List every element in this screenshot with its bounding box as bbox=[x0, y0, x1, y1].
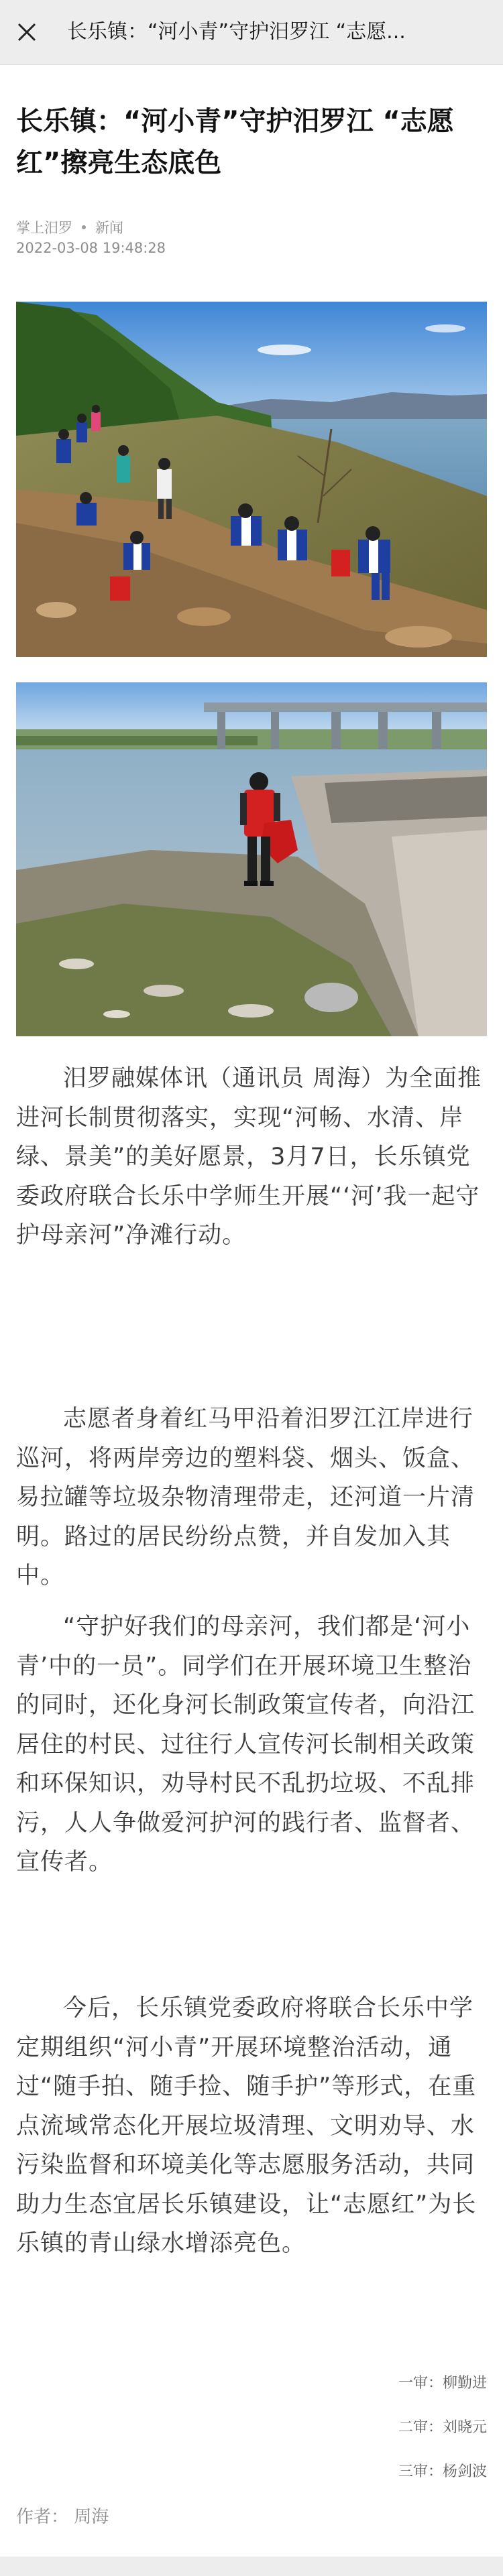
close-icon bbox=[17, 22, 37, 42]
article-photo-volunteer-bridge bbox=[16, 682, 487, 1036]
first-reviewer: 一审：柳勤进 bbox=[398, 2375, 487, 2392]
bottom-bar bbox=[0, 2557, 503, 2576]
article-author: 作者： 周海 bbox=[16, 2507, 109, 2527]
article-paragraph-4: 今后，长乐镇党委政府将联合长乐中学定期组织“河小青”开展环境整治活动，通过“随手拍、随手捡、随手护”等形式，在重点流域常态化开展垃圾清理、文明劝导、水污染监督和环境美化等志愿服务活动，共同助力生态宜居长乐镇建设，让“志愿红”为长乐镇的青山绿水增添亮色。 bbox=[16, 1995, 477, 2257]
topbar-title: 长乐镇：“河小青”守护汨罗江 “志愿... bbox=[67, 20, 406, 44]
article-paragraph-2: 志愿者身着红马甲沿着汨罗江江岸进行巡河，将两岸旁边的塑料袋、烟头、饭盒、易拉罐等垃圾杂物清理带走，还河道一片清明。路过的居民纷纷点赞，并自发加入其中。 bbox=[16, 1406, 476, 1589]
article-paragraph-1: 汨罗融媒体讯（通讯员 周海）为全面推进河长制贯彻落实，实现“河畅、水清、岸绿、景美”的美好愿景，3月7日，长乐镇党委政府联合长乐中学师生开展“‘河’我一起守护母亲河”净滩行动。 bbox=[16, 1065, 482, 1249]
category-label: 新闻 bbox=[95, 220, 123, 236]
article-photo-volunteers-slope bbox=[16, 302, 487, 657]
source-link[interactable]: 掌上汨罗 bbox=[16, 220, 72, 236]
third-reviewer: 三审：杨剑波 bbox=[398, 2463, 487, 2480]
article-paragraph-3: “守护好我们的母亲河，我们都是‘河小青’中的一员”。同学们在开展环境卫生整治的同时，还化身河长制政策宣传者，向沿江居住的村民、过往行人宣传河长制相关政策和环保知识，劝导村民不乱扔垃圾、不乱排污，人人争做爱河护河的践行者、监督者、宣传者。 bbox=[16, 1613, 476, 1876]
article-meta bbox=[16, 217, 123, 237]
second-reviewer: 二审：刘晓元 bbox=[398, 2419, 487, 2436]
publish-datetime: 2022-03-08 19:48:28 bbox=[16, 240, 166, 256]
meta-separator-dot bbox=[82, 225, 86, 229]
article-title: 长乐镇：“河小青”守护汨罗江 “志愿红”擦亮生态底色 bbox=[16, 106, 454, 178]
top-navigation-bar bbox=[0, 0, 503, 65]
close-button[interactable] bbox=[9, 15, 44, 50]
